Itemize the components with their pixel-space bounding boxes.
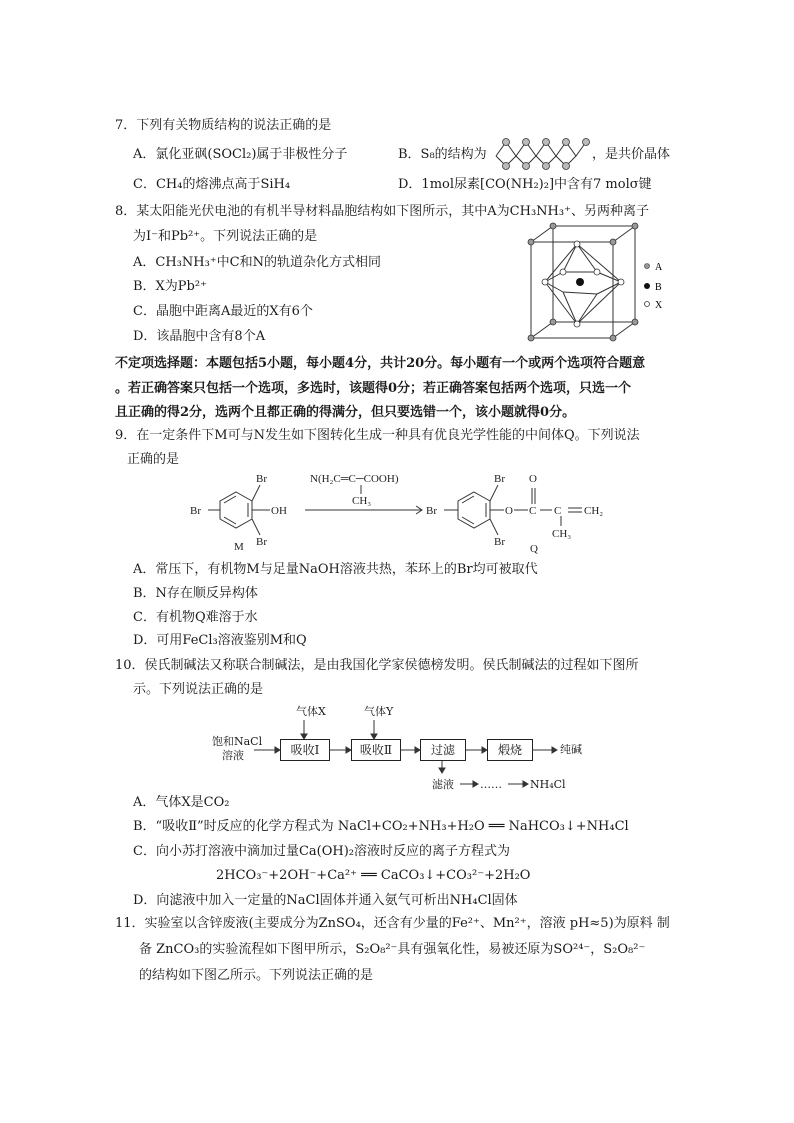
flow-feed-line2: 溶液 (222, 749, 244, 762)
flow-arrows (250, 710, 570, 790)
q7-option-d: D．1mol尿素[CO(NH₂)₂]中含有7 molσ键 (398, 177, 652, 192)
section-line2: 。若正确答案只包括一个选项，多选时，该题得0分；若正确答案包括两个选项，只选一个 (115, 381, 632, 396)
m-br-top: Br (256, 473, 267, 485)
label-m: M (234, 541, 244, 553)
svg-text:C: C (529, 505, 537, 517)
flow-nh4cl: NH₄Cl (530, 778, 566, 791)
q9-option-c: C．有机物Q难溶于水 (133, 610, 258, 625)
svg-text:O: O (529, 473, 537, 485)
q-br-left: Br (426, 505, 437, 517)
label-q: Q (530, 543, 538, 555)
svg-text:C: C (554, 505, 562, 517)
m-br-left: Br (190, 505, 201, 517)
q10-stem-line1: 10．侯氏制碱法又称联合制碱法，是由我国化学家侯德榜发明。侯氏制碱法的过程如下图所 (115, 658, 639, 673)
q8-stem-line2: 为I⁻和Pb²⁺。下列说法正确的是 (133, 229, 318, 244)
flow-feed-line1: 饱和NaCl (212, 735, 263, 748)
flow-box-filter: 过滤 (420, 739, 466, 761)
q10-stem-line2: 示。下列说法正确的是 (133, 682, 264, 697)
q10-option-a: A．气体X是CO₂ (133, 795, 230, 810)
q9-stem-line2: 正确的是 (127, 452, 180, 467)
q10-option-d: D．向滤液中加入一定量的NaCl固体并通入氨气可析出NH₄Cl固体 (133, 893, 518, 908)
m-oh: OH (271, 505, 287, 517)
section-line1: 不定项选择题：本题包括5小题，每小题4分，共计20分。每小题有一个或两个选项符合题意 (115, 356, 646, 371)
q8-option-d: D．该晶胞中含有8个A (133, 329, 266, 344)
s8-structure-diagram (492, 136, 590, 170)
q10-option-c-equation: 2HCO₃⁻+2OH⁻+Ca²⁺ ══ CaCO₃↓+CO₃²⁻+2H₂O (216, 868, 531, 883)
legend-b: B (655, 282, 662, 293)
q7-option-c: C．CH₄的熔沸点高于SiH₄ (133, 177, 291, 192)
flow-dots: …… (480, 778, 502, 791)
q-br-bottom: Br (494, 536, 505, 548)
q11-line2: 备 ZnCO₃的实验流程如下图甲所示，S₂O₈²⁻具有强氧化性，易被还原为SO²⁴⁻，S₂O₈²⁻ (139, 942, 646, 957)
reagent-n: N(H₂C═C─COOH) (310, 473, 399, 485)
q7-option-b-pre: B．S₈的结构为 (398, 147, 487, 162)
legend-a: A (655, 262, 663, 273)
flow-filtrate: 滤液 (432, 778, 454, 791)
flow-product: 纯碱 (560, 743, 582, 756)
q9-option-d: D．可用FeCl₃溶液鉴别M和Q (133, 633, 307, 648)
legend-x: X (655, 300, 663, 311)
q10-option-b: B．“吸收Ⅱ”时反应的化学方程式为 NaCl+CO₂+NH₃+H₂O ══ NaHCO₃↓+NH₄Cl (133, 819, 629, 834)
q11-line3: 的结构如下图乙所示。下列说法正确的是 (139, 968, 374, 983)
q8-option-b: B．X为Pb²⁺ (133, 279, 207, 294)
svg-text:CH₂: CH₂ (584, 505, 604, 517)
flow-box-calcine: 煅烧 (487, 739, 533, 761)
reaction-scheme (190, 468, 610, 556)
q7-stem: 7．下列有关物质结构的说法正确的是 (115, 118, 332, 133)
flow-gas-x: 气体X (296, 705, 326, 718)
m-br-bottom: Br (256, 536, 267, 548)
flow-gas-y: 气体Y (364, 705, 394, 718)
svg-text:O: O (505, 505, 513, 517)
section-line3: 且正确的得2分，选两个且都正确的得满分，但只要选错一个，该小题就得0分。 (115, 405, 576, 420)
crystal-cell-diagram (525, 220, 685, 350)
reagent-ch3: CH₃ (352, 495, 372, 507)
q9-option-a: A．常压下，有机物M与足量NaOH溶液共热，苯环上的Br均可被取代 (133, 562, 538, 577)
svg-text:CH₃: CH₃ (552, 528, 572, 540)
q7-option-b-post: ，是共价晶体 (592, 147, 671, 162)
q8-option-c: C．晶胞中距离A最近的X有6个 (133, 304, 313, 319)
flow-box-absorb2: 吸收Ⅱ (351, 739, 401, 761)
q10-option-c: C．向小苏打溶液中滴加过量Ca(OH)₂溶液时反应的离子方程式为 (133, 844, 510, 859)
q8-option-a: A．CH₃NH₃⁺中C和N的轨道杂化方式相同 (133, 255, 381, 270)
q11-line1: 11．实验室以含锌废液(主要成分为ZnSO₄，还含有少量的Fe²⁺、Mn²⁺，溶液 pH≈5)为原料 制 (115, 916, 670, 931)
q9-option-b: B．N存在顺反异构体 (133, 586, 258, 601)
flow-box-absorb1: 吸收Ⅰ (280, 739, 330, 761)
q-br-top: Br (494, 473, 505, 485)
q9-stem-line1: 9．在一定条件下M可与N发生如下图转化生成一种具有优良光学性能的中间体Q。下列说法 (115, 428, 640, 443)
q8-stem-line1: 8．某太阳能光伏电池的有机半导材料晶胞结构如下图所示，其中A为CH₃NH₃⁺、另两种离子 (115, 204, 649, 219)
q7-option-a: A．氯化亚砜(SOCl₂)属于非极性分子 (133, 147, 348, 162)
